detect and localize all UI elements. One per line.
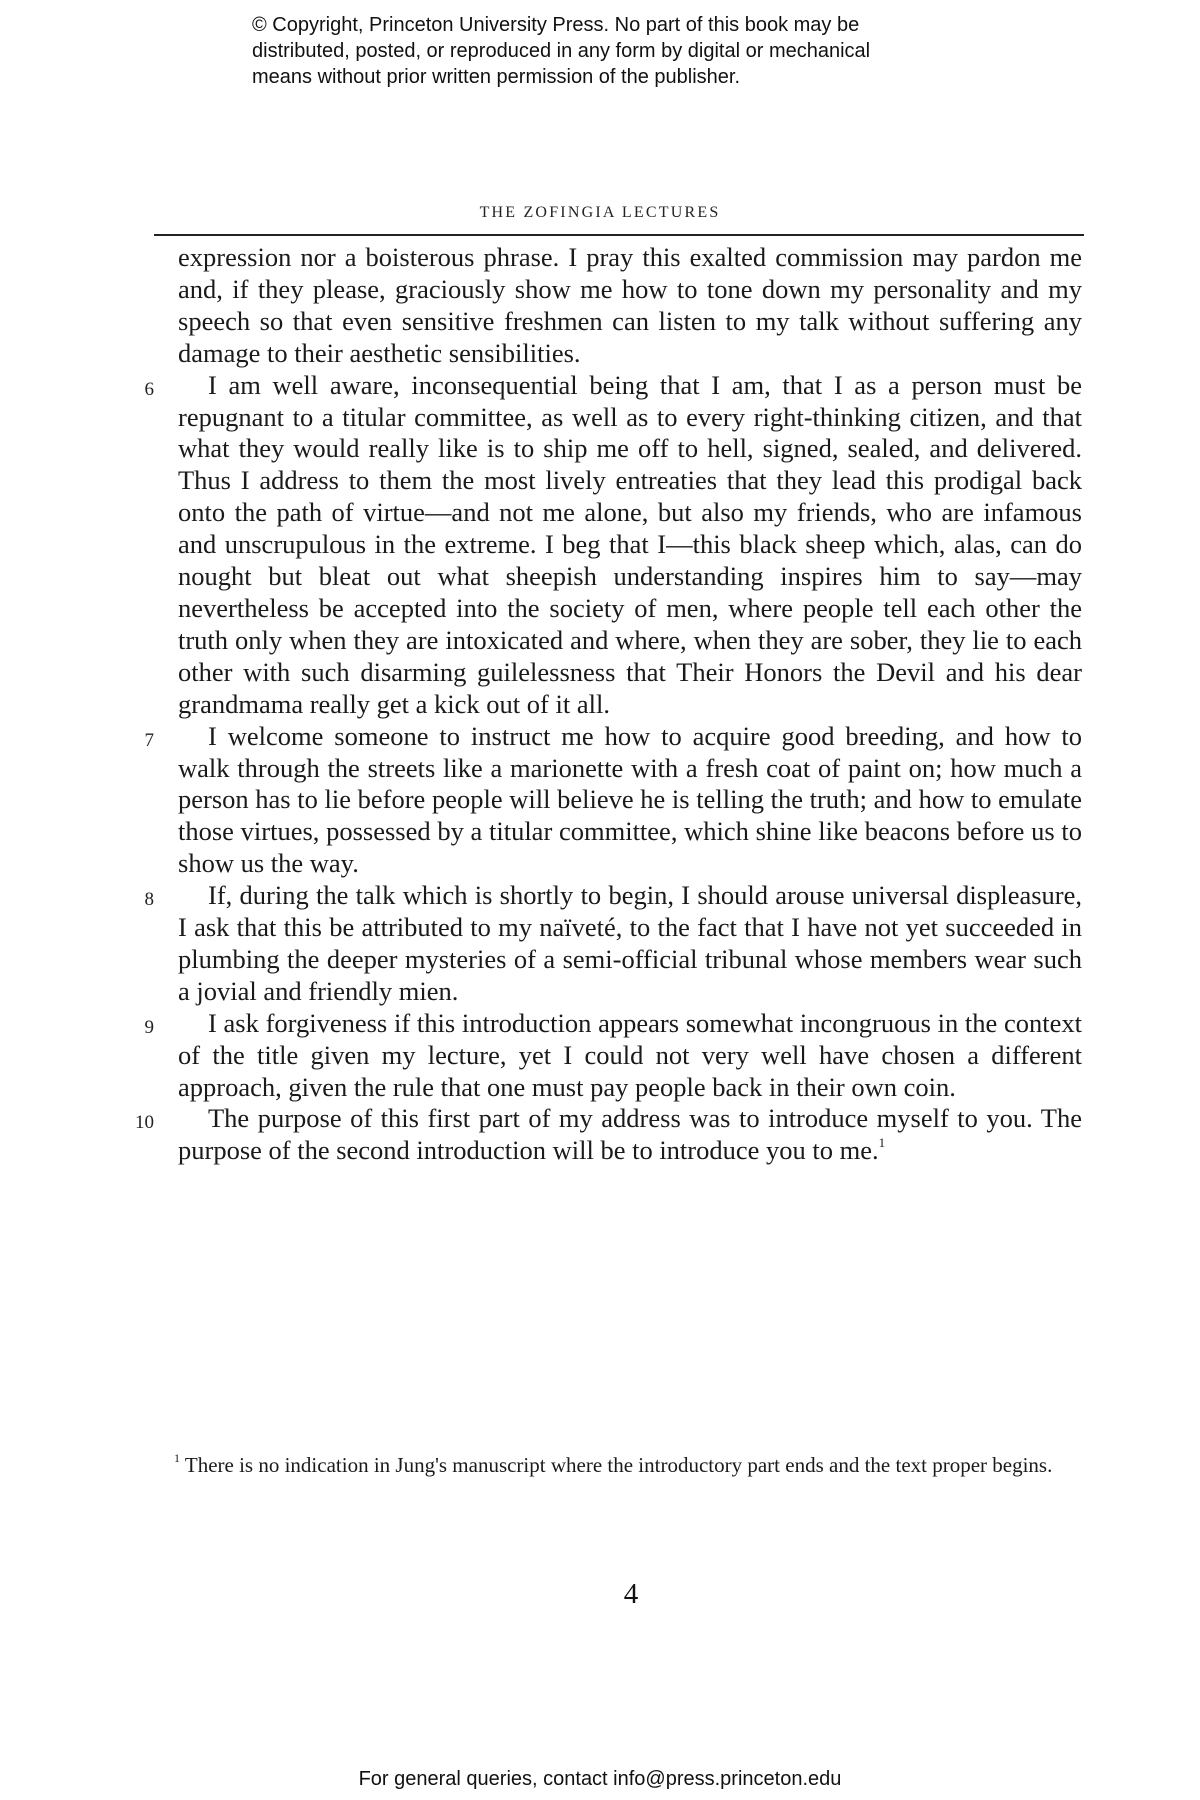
paragraph-8	[144, 880, 1082, 1008]
paragraph-text: expression nor a boisterous phrase. I pray this exalted commission may pardon me and, if they please, graciously show me how to tone down my personality and my speech so that even sensitive freshmen can listen to my talk without suffering any damage to their aesthetic sensibilities.	[178, 242, 1082, 368]
contact-line: For general queries, contact info@press.princeton.edu	[358, 1768, 842, 1790]
copyright-line: © Copyright, Princeton University Press. No part of this book may be	[252, 14, 860, 36]
footnote-marker: 1	[174, 1451, 180, 1465]
running-head: THE ZOFINGIA LECTURES	[479, 204, 721, 221]
paragraph-number: 9	[144, 1016, 154, 1038]
footnote-text: There is no indication in Jung's manuscript where the introductory part ends and the text proper begins.	[184, 1453, 1053, 1477]
paragraph-text: If, during the talk which is shortly to begin, I should arouse universal displeasure, I ask that this be attributed to my naïveté, to the fact that I have not yet succeeded in plumbing the deeper mysteries of a semi-official tribunal whose members wear such a jovial and friendly mien.	[178, 880, 1082, 1006]
paragraph-9	[144, 1007, 1082, 1104]
paragraph-text: The purpose of this first part of my address was to introduce myself to you. The purpose of the second introduction will be to introduce you to me.	[178, 1103, 1082, 1166]
paragraph-continued	[178, 242, 1082, 370]
page-number: 4	[623, 1578, 639, 1610]
copyright-line: means without prior written permission of the publisher.	[252, 66, 741, 88]
paragraph-text: I welcome someone to instruct me how to acquire good breeding, and how to walk through the streets like a marionette with a fresh coat of paint on; how much a person has to lie before people will believe he is telling the truth; and how to emulate those virtues, possessed by a titular committee, which shine like beacons before us to show us the way.	[178, 720, 1082, 879]
copyright-line: distributed, posted, or reproduced in any form by digital or mechanical	[252, 40, 871, 62]
paragraph-number: 7	[144, 729, 154, 751]
paragraph-number: 6	[144, 378, 154, 400]
paragraph-6	[144, 369, 1082, 721]
paragraph-text: I am well aware, inconsequential being that I am, that I as a person must be repugnant to a titular committee, as well as to every right-thinking citizen, and that what they would really like is to ship me off to hell, signed, sealed, and delivered. Thus I address to them the most lively entreaties that they lead this prodigal back onto the path of virtue—and not me alone, but also my friends, who are infamous and unscrupulous in the extreme. I beg that I—this black sheep which, alas, can do nought but bleat out what sheepish understanding inspires him to say—may nevertheless be accepted into the society of men, where people tell each other the truth only when they are intoxicated and where, when they are sober, they lie to each other with such disarming guilelessness that Their Honors the Devil and his dear grandmama really get a kick out of it all.	[178, 369, 1082, 719]
footnote-reference[interactable]: 1	[878, 1135, 886, 1151]
paragraph-text: I ask forgiveness if this introduction appears somewhat incongruous in the context of the title given my lecture, yet I could not very well have chosen a different approach, given the rule that one must pay people back in their own coin.	[178, 1007, 1082, 1102]
footnote	[174, 1452, 1086, 1479]
paragraph-number: 8	[144, 889, 154, 911]
paragraph-7	[144, 720, 1082, 881]
copyright-notice	[252, 12, 1012, 90]
paragraph-10	[135, 1103, 1082, 1167]
paragraph-number: 10	[135, 1112, 154, 1134]
header-rule	[154, 234, 1084, 236]
body-text	[135, 242, 1082, 1167]
